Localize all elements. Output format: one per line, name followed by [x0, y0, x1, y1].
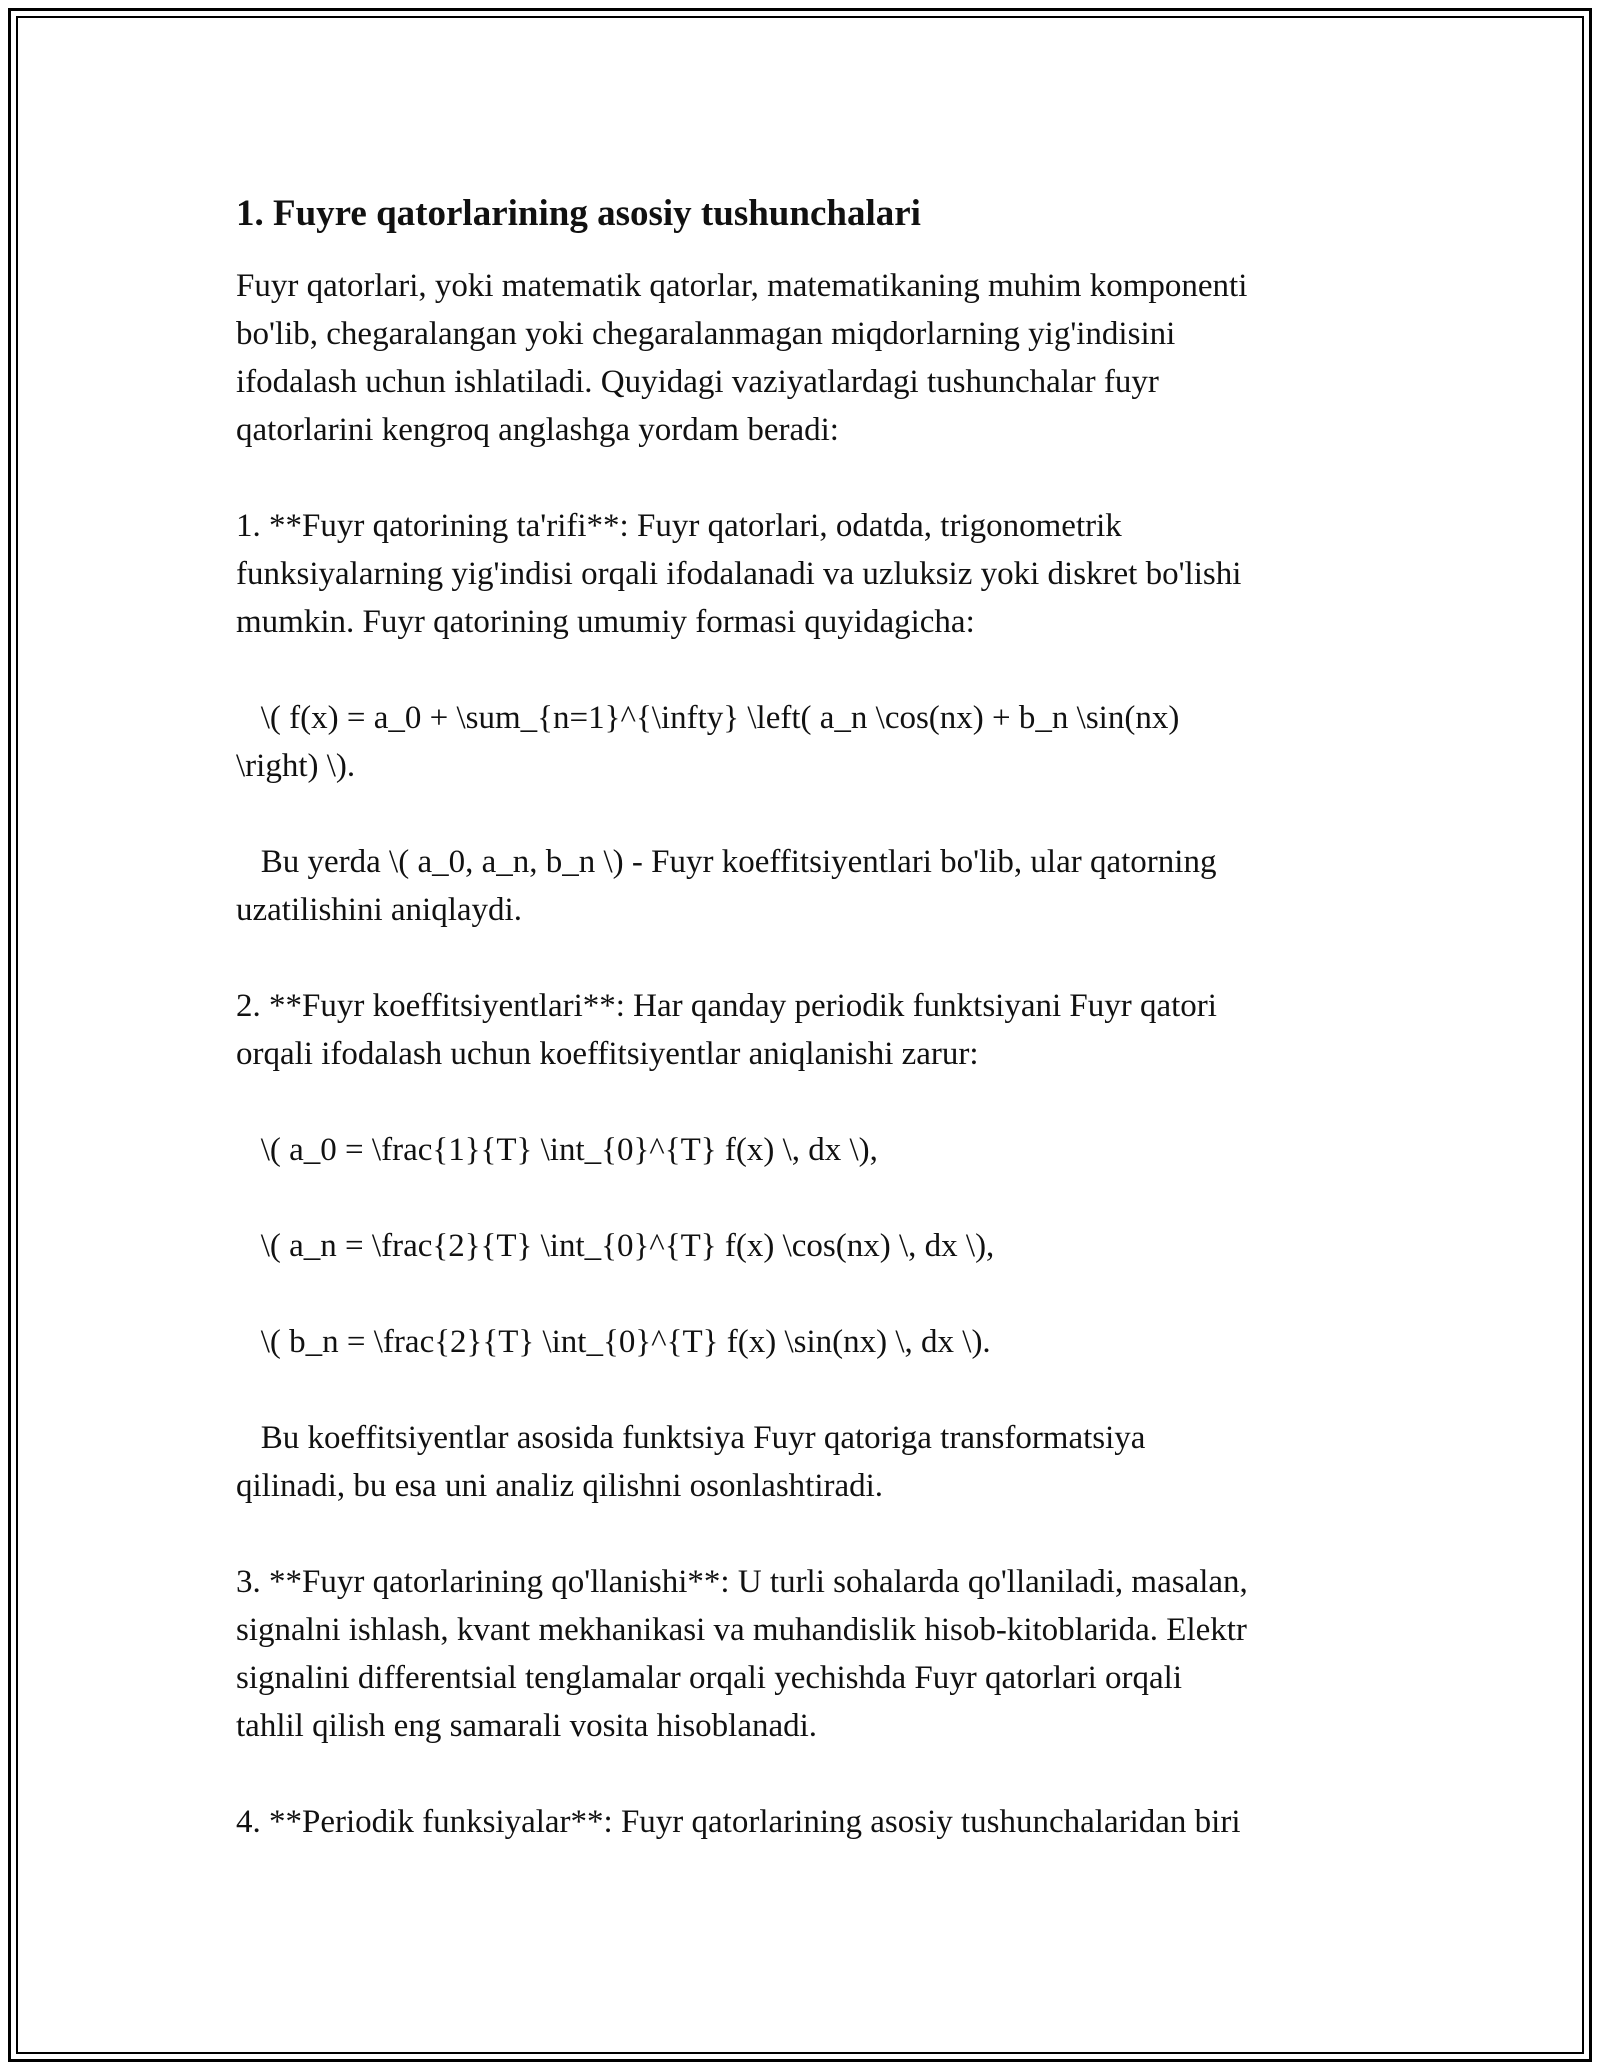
- paragraph-spacer: [236, 454, 1366, 502]
- definition-paragraph: 1. **Fuyr qatorining ta'rifi**: Fuyr qatorlari, odatda, trigonometrik funksiyalarning yig'indisi orqali ifodalanadi va uzluksiz yoki diskret bo'lishi mumkin. Fuyr qatorining umumiy formasi quyidagicha:: [236, 508, 1242, 640]
- paragraph-spacer: [236, 790, 1366, 838]
- series-formula: \( f(x) = a_0 + \sum_{n=1}^{\infty} \left( a_n \cos(nx) + b_n \sin(nx) \right) \).: [236, 700, 1180, 784]
- paragraph-spacer: [236, 1174, 1366, 1222]
- paragraph-spacer: [236, 934, 1366, 982]
- document-title: 1. Fuyre qatorlarining asosiy tushunchalari: [236, 193, 921, 234]
- periodic-functions-paragraph: 4. **Periodik funksiyalar**: Fuyr qatorlarining asosiy tushunchalaridan biri: [236, 1804, 1241, 1840]
- coefficient-note: Bu yerda \( a_0, a_n, b_n \) - Fuyr koeffitsiyentlari bo'lib, ular qatorning uzatilishini aniqlaydi.: [236, 844, 1217, 928]
- bn-formula: \( b_n = \frac{2}{T} \int_{0}^{T} f(x) \sin(nx) \, dx \).: [236, 1324, 991, 1360]
- a0-formula: \( a_0 = \frac{1}{T} \int_{0}^{T} f(x) \, dx \),: [236, 1132, 878, 1168]
- transform-note: Bu koeffitsiyentlar asosida funktsiya Fuyr qatoriga transformatsiya qilinadi, bu esa uni analiz qilishni osonlashtiradi.: [236, 1420, 1146, 1504]
- paragraph-spacer: [236, 1078, 1366, 1126]
- document-page: [236, 190, 1366, 1846]
- paragraph-spacer: [236, 1270, 1366, 1318]
- paragraph-spacer: [236, 1366, 1366, 1414]
- an-formula: \( a_n = \frac{2}{T} \int_{0}^{T} f(x) \cos(nx) \, dx \),: [236, 1228, 995, 1264]
- applications-paragraph: 3. **Fuyr qatorlarining qo'llanishi**: U turli sohalarda qo'llaniladi, masalan, signalni ishlash, kvant mekhanikasi va muhandislik hisob-kitoblarida. Elektr signalini differentsial tenglamalar orqali yechishda Fuyr qatorlari orqali tahlil qilish eng samarali vosita hisoblanadi.: [236, 1564, 1248, 1744]
- paragraph-spacer: [236, 1750, 1366, 1798]
- paragraph-spacer: [236, 646, 1366, 694]
- paragraph-spacer: [236, 1510, 1366, 1558]
- coefficients-paragraph: 2. **Fuyr koeffitsiyentlari**: Har qanday periodik funktsiyani Fuyr qatori orqali ifodalash uchun koeffitsiyentlar aniqlanishi zarur:: [236, 988, 1217, 1072]
- intro-paragraph: Fuyr qatorlari, yoki matematik qatorlar, matematikaning muhim komponenti bo'lib, chegaralangan yoki chegaralanmagan miqdorlarning yig'indisini ifodalash uchun ishlatiladi. Quyidagi vaziyatlardagi tushunchalar fuyr qatorlarini kengroq anglashga yordam beradi:: [236, 268, 1248, 448]
